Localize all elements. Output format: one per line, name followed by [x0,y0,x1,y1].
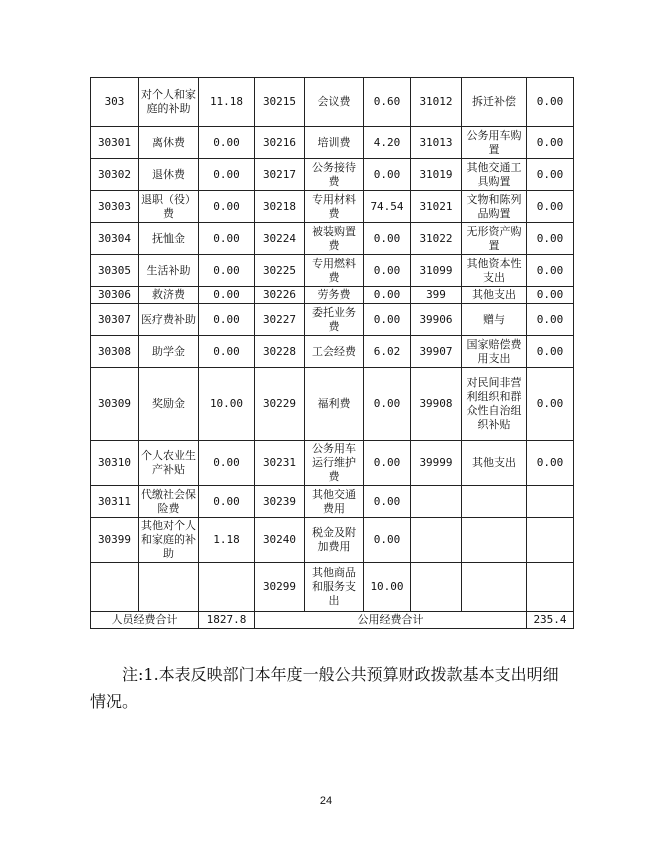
group2-name-cell: 被装购置费 [305,223,364,255]
group2-amount-cell: 0.00 [364,486,411,518]
group2-amount-cell: 0.00 [364,223,411,255]
group1-amount-cell: 0.00 [199,127,255,159]
group3-amount-cell: 0.00 [527,287,574,304]
table-body [91,78,574,612]
table-row [91,255,574,287]
group1-code-cell: 30305 [91,255,139,287]
group2-name-cell: 其他交通费用 [305,486,364,518]
group3-name-cell: 对民间非营利组织和群众性自治组织补贴 [462,368,527,441]
group3-code-cell: 39908 [411,368,462,441]
group2-name-cell: 专用材料费 [305,191,364,223]
group1-amount-cell: 0.00 [199,223,255,255]
group3-amount-cell: 0.00 [527,159,574,191]
group3-code-cell: 31021 [411,191,462,223]
group2-name-cell: 福利费 [305,368,364,441]
page-number: 24 [319,795,333,807]
group2-amount-cell: 0.00 [364,518,411,563]
group1-name-cell: 抚恤金 [139,223,199,255]
group3-amount-cell [527,518,574,563]
group1-amount-cell: 0.00 [199,159,255,191]
group1-code-cell: 30302 [91,159,139,191]
group1-name-cell: 奖励金 [139,368,199,441]
group1-name-cell [139,563,199,612]
group1-amount-cell: 0.00 [199,255,255,287]
group2-code-cell: 30227 [255,304,305,336]
group1-name-cell: 生活补助 [139,255,199,287]
group3-name-cell [462,518,527,563]
group3-code-cell: 31013 [411,127,462,159]
table-row [91,441,574,486]
group3-name-cell: 无形资产购置 [462,223,527,255]
group2-amount-cell: 4.20 [364,127,411,159]
public-total-value: 235.4 [527,612,574,629]
group2-amount-cell: 0.00 [364,159,411,191]
group2-amount-cell: 0.60 [364,78,411,127]
group1-amount-cell: 0.00 [199,486,255,518]
group1-code-cell: 30307 [91,304,139,336]
group2-name-cell: 公务用车运行维护费 [305,441,364,486]
group1-amount-cell: 0.00 [199,304,255,336]
group2-name-cell: 劳务费 [305,287,364,304]
group3-code-cell: 39999 [411,441,462,486]
group1-amount-cell: 10.00 [199,368,255,441]
group3-name-cell: 其他支出 [462,441,527,486]
table-row [91,563,574,612]
group2-amount-cell: 0.00 [364,287,411,304]
group1-code-cell: 30303 [91,191,139,223]
group1-code-cell: 30310 [91,441,139,486]
personnel-total-label: 人员经费合计 [91,612,199,629]
group1-name-cell: 个人农业生产补贴 [139,441,199,486]
group3-amount-cell: 0.00 [527,191,574,223]
group3-amount-cell: 0.00 [527,223,574,255]
public-total-label: 公用经费合计 [255,612,527,629]
group3-code-cell: 31022 [411,223,462,255]
group2-code-cell: 30226 [255,287,305,304]
group3-code-cell: 31099 [411,255,462,287]
group2-name-cell: 公务接待费 [305,159,364,191]
group3-code-cell [411,563,462,612]
group2-code-cell: 30218 [255,191,305,223]
group2-name-cell: 委托业务费 [305,304,364,336]
group1-code-cell: 303 [91,78,139,127]
table-row [91,78,574,127]
group2-code-cell: 30216 [255,127,305,159]
group2-name-cell: 专用燃料费 [305,255,364,287]
group3-amount-cell: 0.00 [527,368,574,441]
group3-amount-cell: 0.00 [527,255,574,287]
group2-amount-cell: 74.54 [364,191,411,223]
group2-amount-cell: 0.00 [364,368,411,441]
group3-name-cell [462,486,527,518]
table-row [91,368,574,441]
group1-name-cell: 救济费 [139,287,199,304]
group3-code-cell: 39906 [411,304,462,336]
group2-amount-cell: 6.02 [364,336,411,368]
group1-name-cell: 代缴社会保险费 [139,486,199,518]
table-row [91,304,574,336]
group2-code-cell: 30299 [255,563,305,612]
group2-code-cell: 30225 [255,255,305,287]
group1-code-cell [91,563,139,612]
group3-amount-cell: 0.00 [527,441,574,486]
group3-name-cell: 拆迁补偿 [462,78,527,127]
group1-code-cell: 30301 [91,127,139,159]
group2-amount-cell: 0.00 [364,255,411,287]
group1-name-cell: 退职（役）费 [139,191,199,223]
group2-name-cell: 会议费 [305,78,364,127]
group1-code-cell: 30304 [91,223,139,255]
group3-name-cell [462,563,527,612]
table-row [91,336,574,368]
group1-amount-cell: 0.00 [199,191,255,223]
group3-name-cell: 国家赔偿费用支出 [462,336,527,368]
group3-code-cell: 399 [411,287,462,304]
table-row [91,191,574,223]
table-row [91,486,574,518]
group2-name-cell: 工会经费 [305,336,364,368]
group3-name-cell: 其他支出 [462,287,527,304]
table-row [91,223,574,255]
group2-name-cell: 税金及附加费用 [305,518,364,563]
group3-name-cell: 文物和陈列品购置 [462,191,527,223]
group1-code-cell: 30309 [91,368,139,441]
group2-code-cell: 30217 [255,159,305,191]
group1-code-cell: 30308 [91,336,139,368]
group1-name-cell: 退休费 [139,159,199,191]
table-row [91,159,574,191]
group3-name-cell: 其他交通工具购置 [462,159,527,191]
group2-code-cell: 30224 [255,223,305,255]
table-row [91,287,574,304]
group1-name-cell: 其他对个人和家庭的补助 [139,518,199,563]
group3-amount-cell [527,486,574,518]
group3-code-cell [411,486,462,518]
table-row [91,518,574,563]
group1-code-cell: 30306 [91,287,139,304]
group3-amount-cell: 0.00 [527,127,574,159]
group2-code-cell: 30240 [255,518,305,563]
group3-code-cell: 39907 [411,336,462,368]
expenditure-detail-table [90,77,574,629]
group1-name-cell: 助学金 [139,336,199,368]
group2-code-cell: 30228 [255,336,305,368]
group3-name-cell: 其他资本性支出 [462,255,527,287]
group3-amount-cell: 0.00 [527,78,574,127]
group1-name-cell: 对个人和家庭的补助 [139,78,199,127]
group2-code-cell: 30229 [255,368,305,441]
group1-amount-cell [199,563,255,612]
group2-amount-cell: 10.00 [364,563,411,612]
table-row [91,127,574,159]
group1-name-cell: 离休费 [139,127,199,159]
group1-amount-cell: 11.18 [199,78,255,127]
group2-code-cell: 30215 [255,78,305,127]
group2-code-cell: 30239 [255,486,305,518]
group1-amount-cell: 0.00 [199,441,255,486]
group3-amount-cell: 0.00 [527,304,574,336]
group3-name-cell: 赠与 [462,304,527,336]
group1-amount-cell: 1.18 [199,518,255,563]
group1-code-cell: 30311 [91,486,139,518]
group3-amount-cell [527,563,574,612]
summary-row [91,612,574,629]
group2-name-cell: 其他商品和服务支出 [305,563,364,612]
group3-name-cell: 公务用车购置 [462,127,527,159]
group2-code-cell: 30231 [255,441,305,486]
group3-code-cell [411,518,462,563]
group2-amount-cell: 0.00 [364,304,411,336]
table-footnote: 注:1.本表反映部门本年度一般公共预算财政拨款基本支出明细情况。 [90,665,559,711]
group3-amount-cell: 0.00 [527,336,574,368]
group1-amount-cell: 0.00 [199,336,255,368]
group2-amount-cell: 0.00 [364,441,411,486]
group3-code-cell: 31019 [411,159,462,191]
group2-name-cell: 培训费 [305,127,364,159]
group1-name-cell: 医疗费补助 [139,304,199,336]
group1-amount-cell: 0.00 [199,287,255,304]
group3-code-cell: 31012 [411,78,462,127]
personnel-total-value: 1827.8 [199,612,255,629]
group1-code-cell: 30399 [91,518,139,563]
